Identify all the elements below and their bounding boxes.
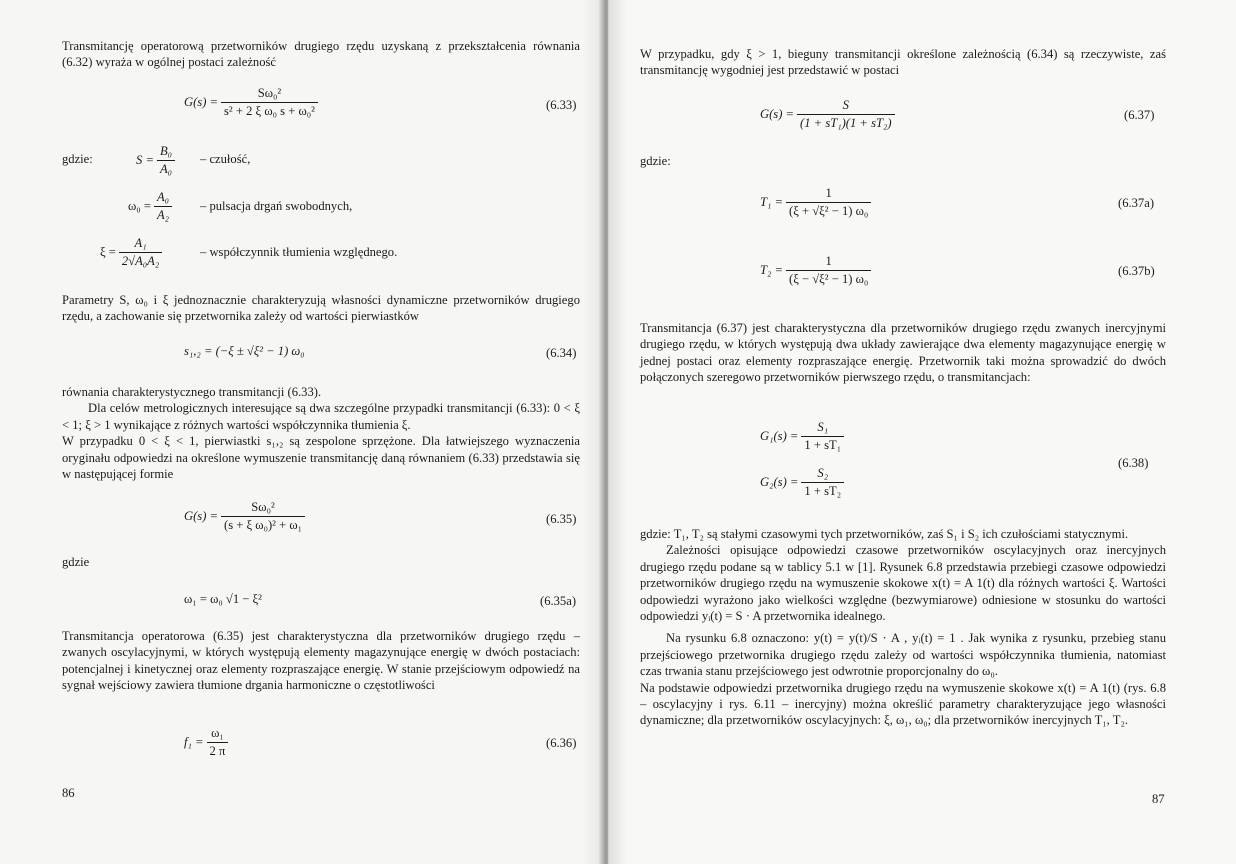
equation-number: (6.37b): [1118, 264, 1155, 278]
where-label: gdzie:: [640, 154, 671, 168]
oscillatory-paragraph: Transmitancja operatorowa (6.35) jest charakterystyczna dla przetworników drugiego rzędu – zwanych oscylacyjnymi, w których występują elementy magazynujące energię w dwóch postaciach: potencjalnej i kinetycznej oraz elementy rozpraszające energię. W stanie przejściowym odpowiedź na sygnał wejściowy zawiera tłumione drgania harmoniczne o częstotliwości: [62, 629, 580, 693]
intro-paragraph: W przypadku, gdy ξ > 1, bieguny transmitancji określone zależnością (6.34) są rzeczywiste, zaś transmitancję wygodniej jest przedstawić w postaci: [640, 47, 1166, 78]
equation-number: (6.38): [1118, 456, 1149, 470]
equation-number: (6.33): [546, 98, 577, 112]
inertial-paragraph: Transmitancja (6.37) jest charakterystyczna dla przetworników drugiego rzędu zwanych inercyjnymi drugiego rzędu, w których występują dwa układy zawierające dwa elementy magazynujące energię w jednej postaci oraz elementy rozpraszające energię. Przetwornik taki można sprowadzić do dwóch połączonych szeregowo przetworników pierwszego rzędu, o transmitancjach:: [640, 321, 1166, 385]
eq-fraction: $\frac{\text{Sω₀²}}{\text{s² + 2 ξ ω₀ s + ω₀²}}$: [221, 86, 318, 119]
equation-6-37a: T₁ = $\frac{1}{\text{(ξ + √ξ² − 1) ω₀}}$: [760, 186, 874, 219]
equation-6-37b: T₂ = $\frac{1}{\text{(ξ − √ξ² − 1) ω₀}}$: [760, 254, 874, 287]
body-paragraph: równania charakterystycznego transmitancji (6.33). Dla celów metrologicznych interesujące są dwa szczególne przypadki transmitancji (6.33): 0 < ξ < 1; ξ > 1 wynikające z różnych wartości współczynnika tłumienia ξ. W przypadku 0 < ξ < 1, pierwiastki s₁,₂ są zespolone sprzężone. Dla łatwiejszego wyznaczenia oryginału odpowiedzi na określone wymuszenie transmitancję daną równaniem (6.33) przedstawia się w następującej formie: [62, 385, 580, 482]
intro-paragraph: Transmitancję operatorową przetworników drugiego rzędu uzyskaną z przekształcenia równania (6.32) wyraża w ogólnej postaci zależność: [62, 39, 580, 70]
left-page: [0, 0, 604, 864]
definition-sensitivity: S = $\frac{\text{B₀}}{\text{A₀}}$: [136, 144, 178, 177]
equation-6-34: s₁,₂ = (−ξ ± √ξ² − 1) ω₀: [184, 344, 305, 358]
equation-number: (6.37a): [1118, 196, 1155, 210]
equation-6-33: [184, 86, 321, 119]
where-label: gdzie: [62, 555, 90, 569]
equation-number: (6.36): [546, 736, 577, 750]
equation-6-38-g2: G₂(s) = $\frac{\text{S₂}}{\text{1 + sT₂}}$: [760, 466, 847, 499]
equation-6-35: G(s) = $\frac{\text{Sω₀²}}{\text{(s + ξ ω₀)² + ω₁}}$: [184, 500, 308, 533]
equation-number: (6.35a): [540, 594, 577, 608]
definition-desc: – współczynnik tłumienia względnego.: [200, 245, 398, 259]
definition-natural-frequency: ω₀ = $\frac{\text{A₀}}{\text{A₂}}$: [128, 190, 175, 223]
where-label: gdzie:: [62, 152, 93, 166]
body-paragraph: gdzie: T₁, T₂ są stałymi czasowymi tych przetworników, zaś S₁ i S₂ ich czułościami statycznymi. Zależności opisujące odpowiedzi czasowe przetworników oscylacyjnych oraz inercyjnych drugiego rzędu podane są w tablicy 5.1 w [1]. Rysunek 6.8 przedstawia przebiegi czasowe odpowiedzi przetworników drugiego rzędu na wymuszenie skokowe x(t) = A 1(t) dla różnych wartości ξ. Wartości odpowiedzi wyrażono jako wielkości względne (bezwymiarowe) odniesione w stosunku do wartości odpowiedzi yᵢ(t) = S · A przetwornika idealnego. Na rysunku 6.8 oznaczono: y(t) = y(t)/S · A , yᵢ(t) = 1 . Jak wynika z rysunku, przebieg stanu przejściowego przetwornika drugiego rzędu zależy od wartości współczynnika tłumienia, natomiast czas trwania stanu przejściowego jest odwrotnie proporcjonalny do ω₀. Na podstawie odpowiedzi przetwornika drugiego rzędu na wymuszenie skokowe x(t) = A 1(t) (rys. 6.8 – oscylacyjny i rys. 6.11 – inercyjny) można określić parametry charakteryzujące jego własności dynamiczne; dla przetworników oscylacyjnych: ξ, ω₁, ω₀; dla przetworników inercyjnych T₁, T₂.: [640, 527, 1166, 728]
equation-number: (6.37): [1124, 108, 1155, 122]
equation-number: (6.34): [546, 346, 577, 360]
params-paragraph: Parametry S, ω₀ i ξ jednoznacznie charakteryzują własności dynamiczne przetworników drugiego rzędu, a zachowanie się przetwornika zależy od wartości pierwiastków: [62, 293, 580, 324]
page-number: 87: [1152, 792, 1165, 806]
eq-lhs: G(s) =: [184, 95, 219, 109]
definition-desc: – czułość,: [200, 152, 251, 166]
equation-number: (6.35): [546, 512, 577, 526]
definition-desc: – pulsacja drgań swobodnych,: [200, 199, 353, 213]
right-page: [604, 0, 1236, 864]
page-number: 86: [62, 786, 75, 800]
equation-6-36: f₁ = $\frac{\text{ω₁}}{2 \pi}$: [184, 726, 231, 759]
equation-6-35a: ω₁ = ω₀ √1 − ξ²: [184, 592, 262, 606]
equation-6-37: G(s) = $\frac{S}{\text{(1 + sT₁)(1 + sT₂)}}$: [760, 98, 898, 131]
book-spine: [605, 0, 608, 864]
definition-damping: ξ = $\frac{\text{A₁}}{\text{2√A₀A₂}}$: [100, 236, 165, 269]
equation-6-38-g1: G₁(s) = $\frac{\text{S₁}}{\text{1 + sT₁}}$: [760, 420, 847, 453]
